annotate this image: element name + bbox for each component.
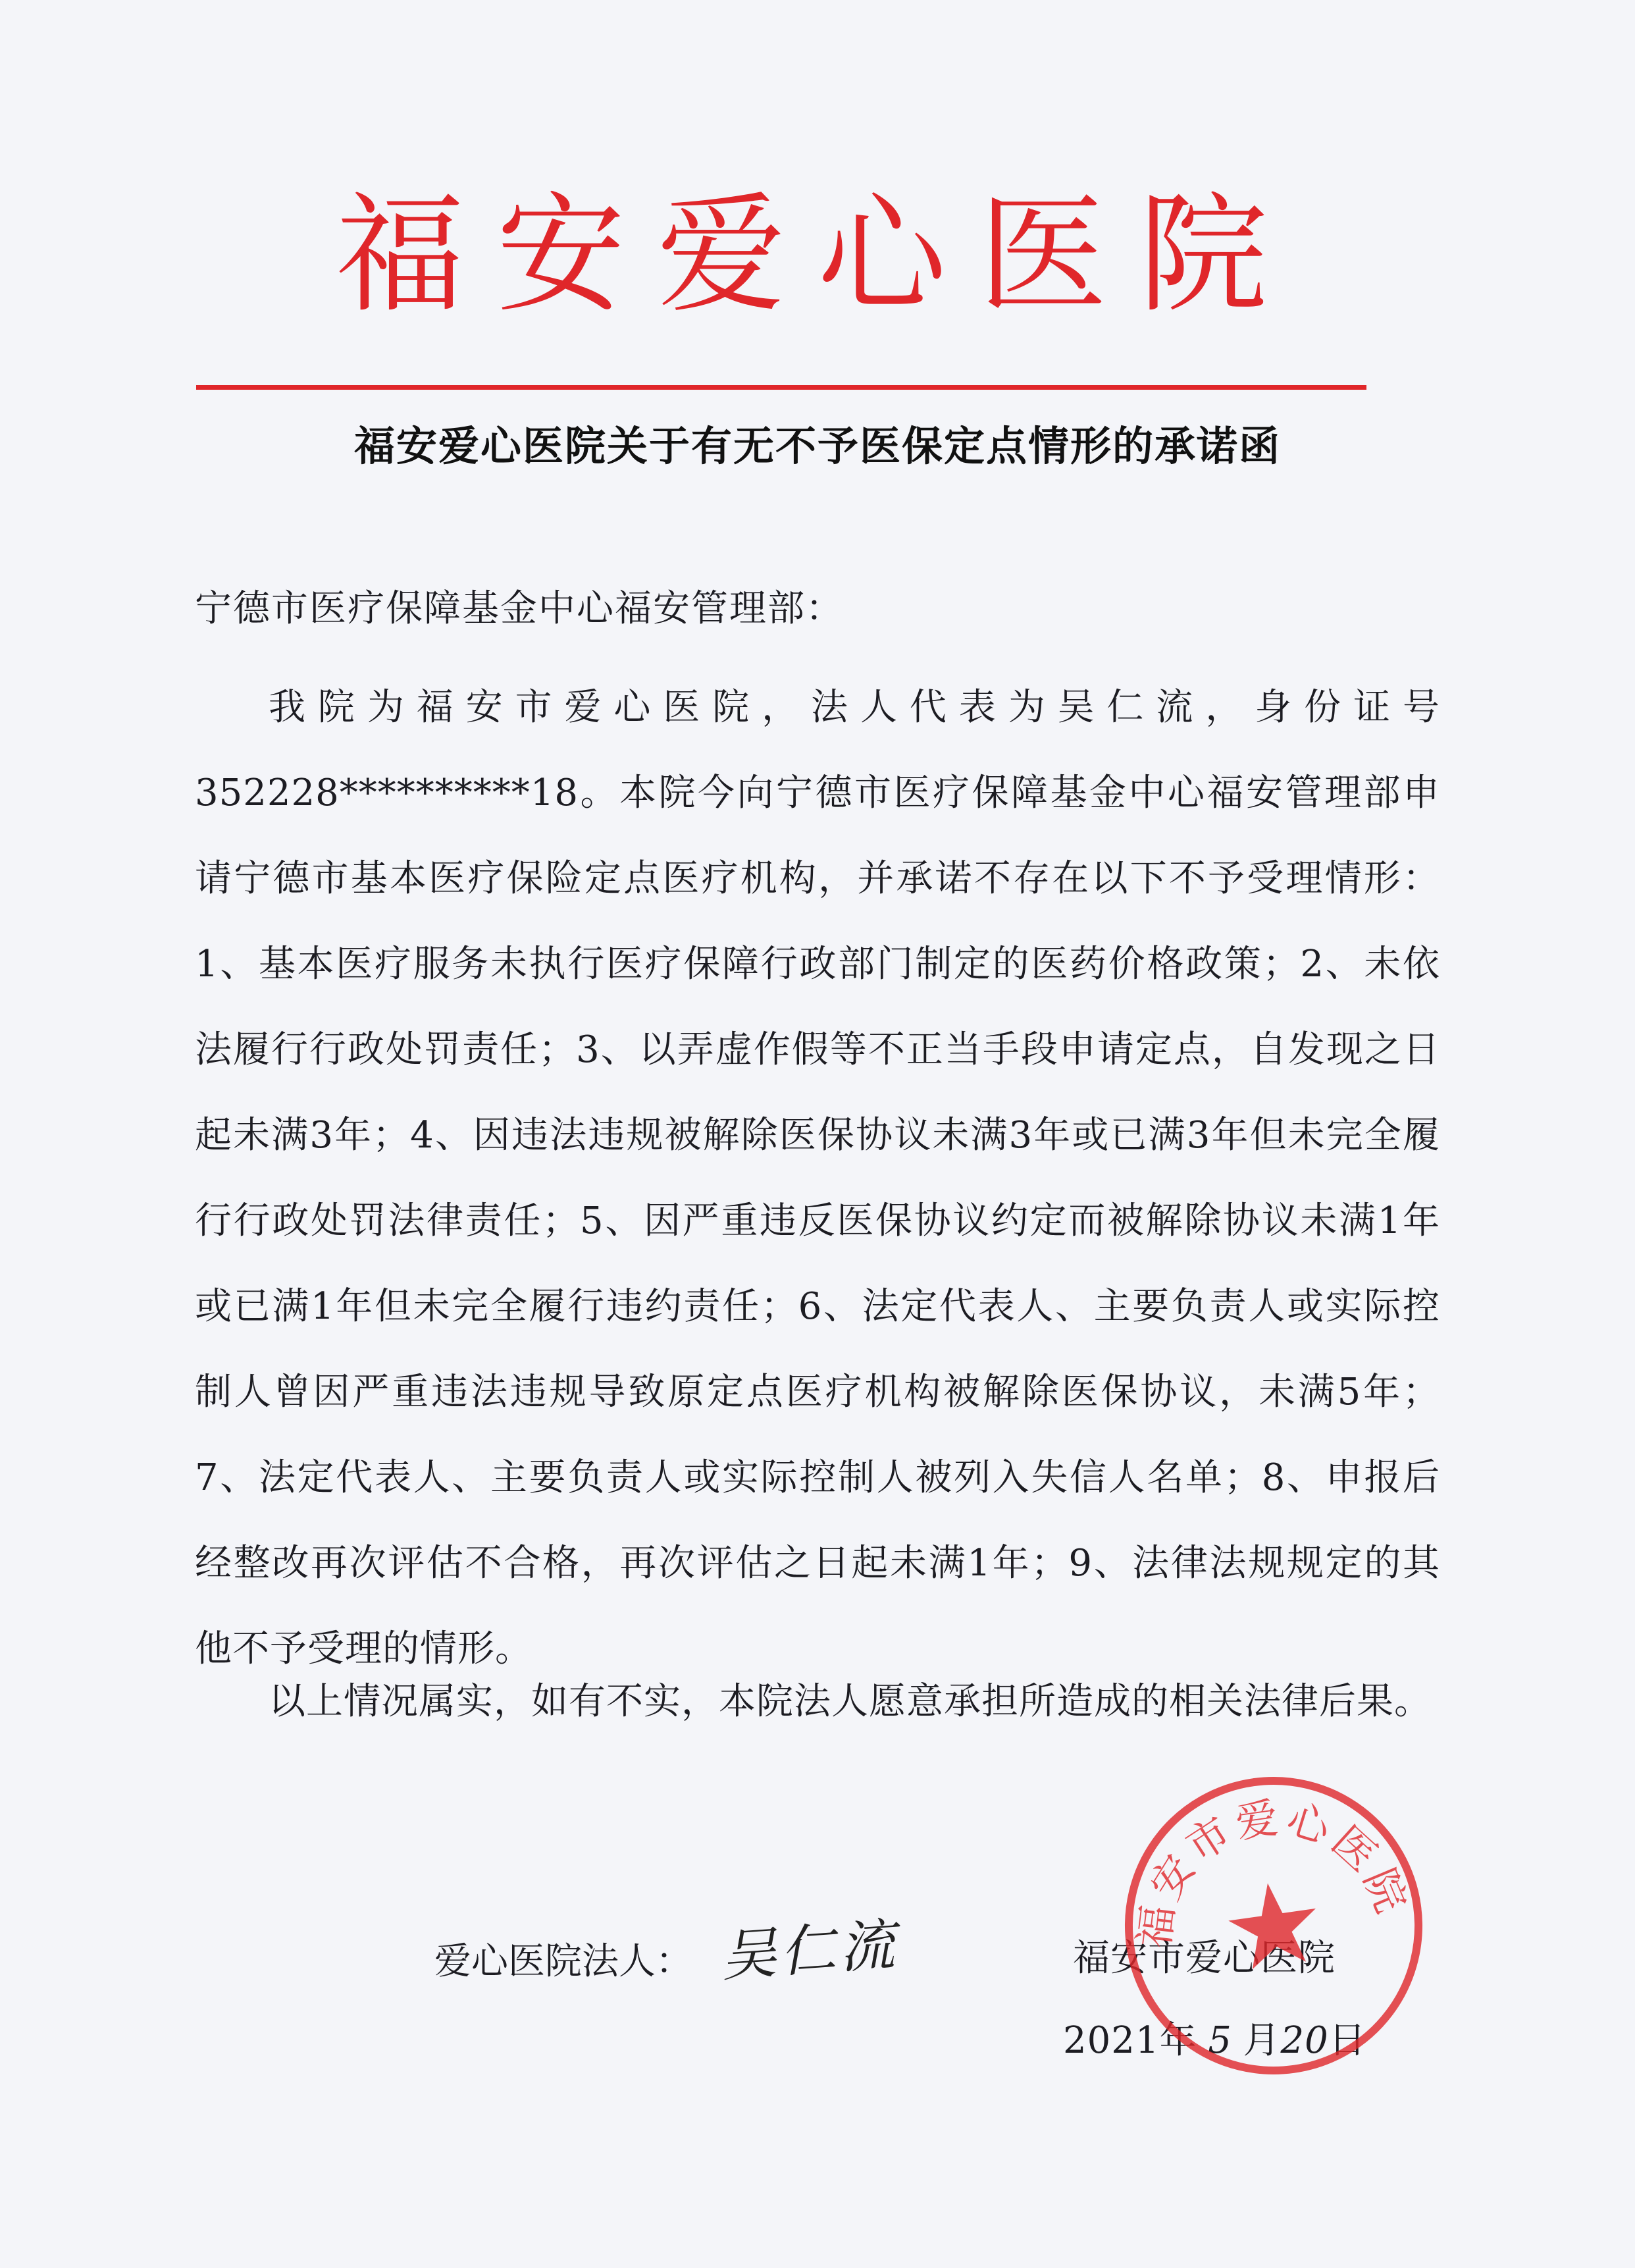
official-seal [1099, 1751, 1449, 2101]
body-paragraph: 我院为福安市爱心医院，法人代表为吴仁流，身份证号352228**********18。本院今向宁德市医疗保障基金中心福安管理部申请宁德市基本医疗保险定点医疗机构，并承诺不存在以下不予受理情形：1、基本医疗服务未执行医疗保障行政部门制定的医药价格政策；2、未依法履行行政处罚责任；3、以弄虚作假等不正当手段申请定点，自发现之日起未满3年；4、因违法违规被解除医保协议未满3年或已满3年但未完全履行行政处罚法律责任；5、因严重违反医保协议约定而被解除协议未满1年或已满1年但未完全履行违约责任；6、法定代表人、主要负责人或实际控制人曾因严重违法违规导致原定点医疗机构被解除医保协议，未满5年；7、法定代表人、主要负责人或实际控制人被列入失信人名单；8、申报后经整改再次评估不合格，再次评估之日起未满1年；9、法律法规规定的其他不予受理的情形。 [195, 686, 1440, 1670]
date-day-suffix: 日 [1328, 2019, 1366, 2062]
handwritten-signature: 吴仁流 [719, 1912, 901, 1989]
closing-paragraph: 以上情况属实，如有不实，本院法人愿意承担所造成的相关法律后果。 [269, 1680, 1432, 1723]
document-title: 福安爱心医院关于有无不予医保定点情形的承诺函 [353, 422, 1281, 470]
recipient-line: 宁德市医疗保障基金中心福安管理部： [195, 587, 844, 630]
signer-label: 爱心医院法人： [434, 1940, 692, 1983]
star-icon [1224, 1877, 1323, 1971]
body-text [195, 665, 1440, 1692]
date-year: 2021 [1063, 2019, 1160, 2062]
letterhead-divider [196, 385, 1366, 390]
date-month-suffix: 月 [1243, 2019, 1281, 2062]
date-day: 20 [1280, 2019, 1329, 2062]
date-year-suffix: 年 [1159, 2019, 1197, 2062]
seal-text: 福安市爱心医院 [1130, 1793, 1417, 1951]
date-month: 5 [1208, 2019, 1232, 2062]
letterhead-title: 福安爱心医院 [335, 180, 1299, 330]
organization-name: 福安市爱心医院 [1073, 1937, 1336, 1980]
